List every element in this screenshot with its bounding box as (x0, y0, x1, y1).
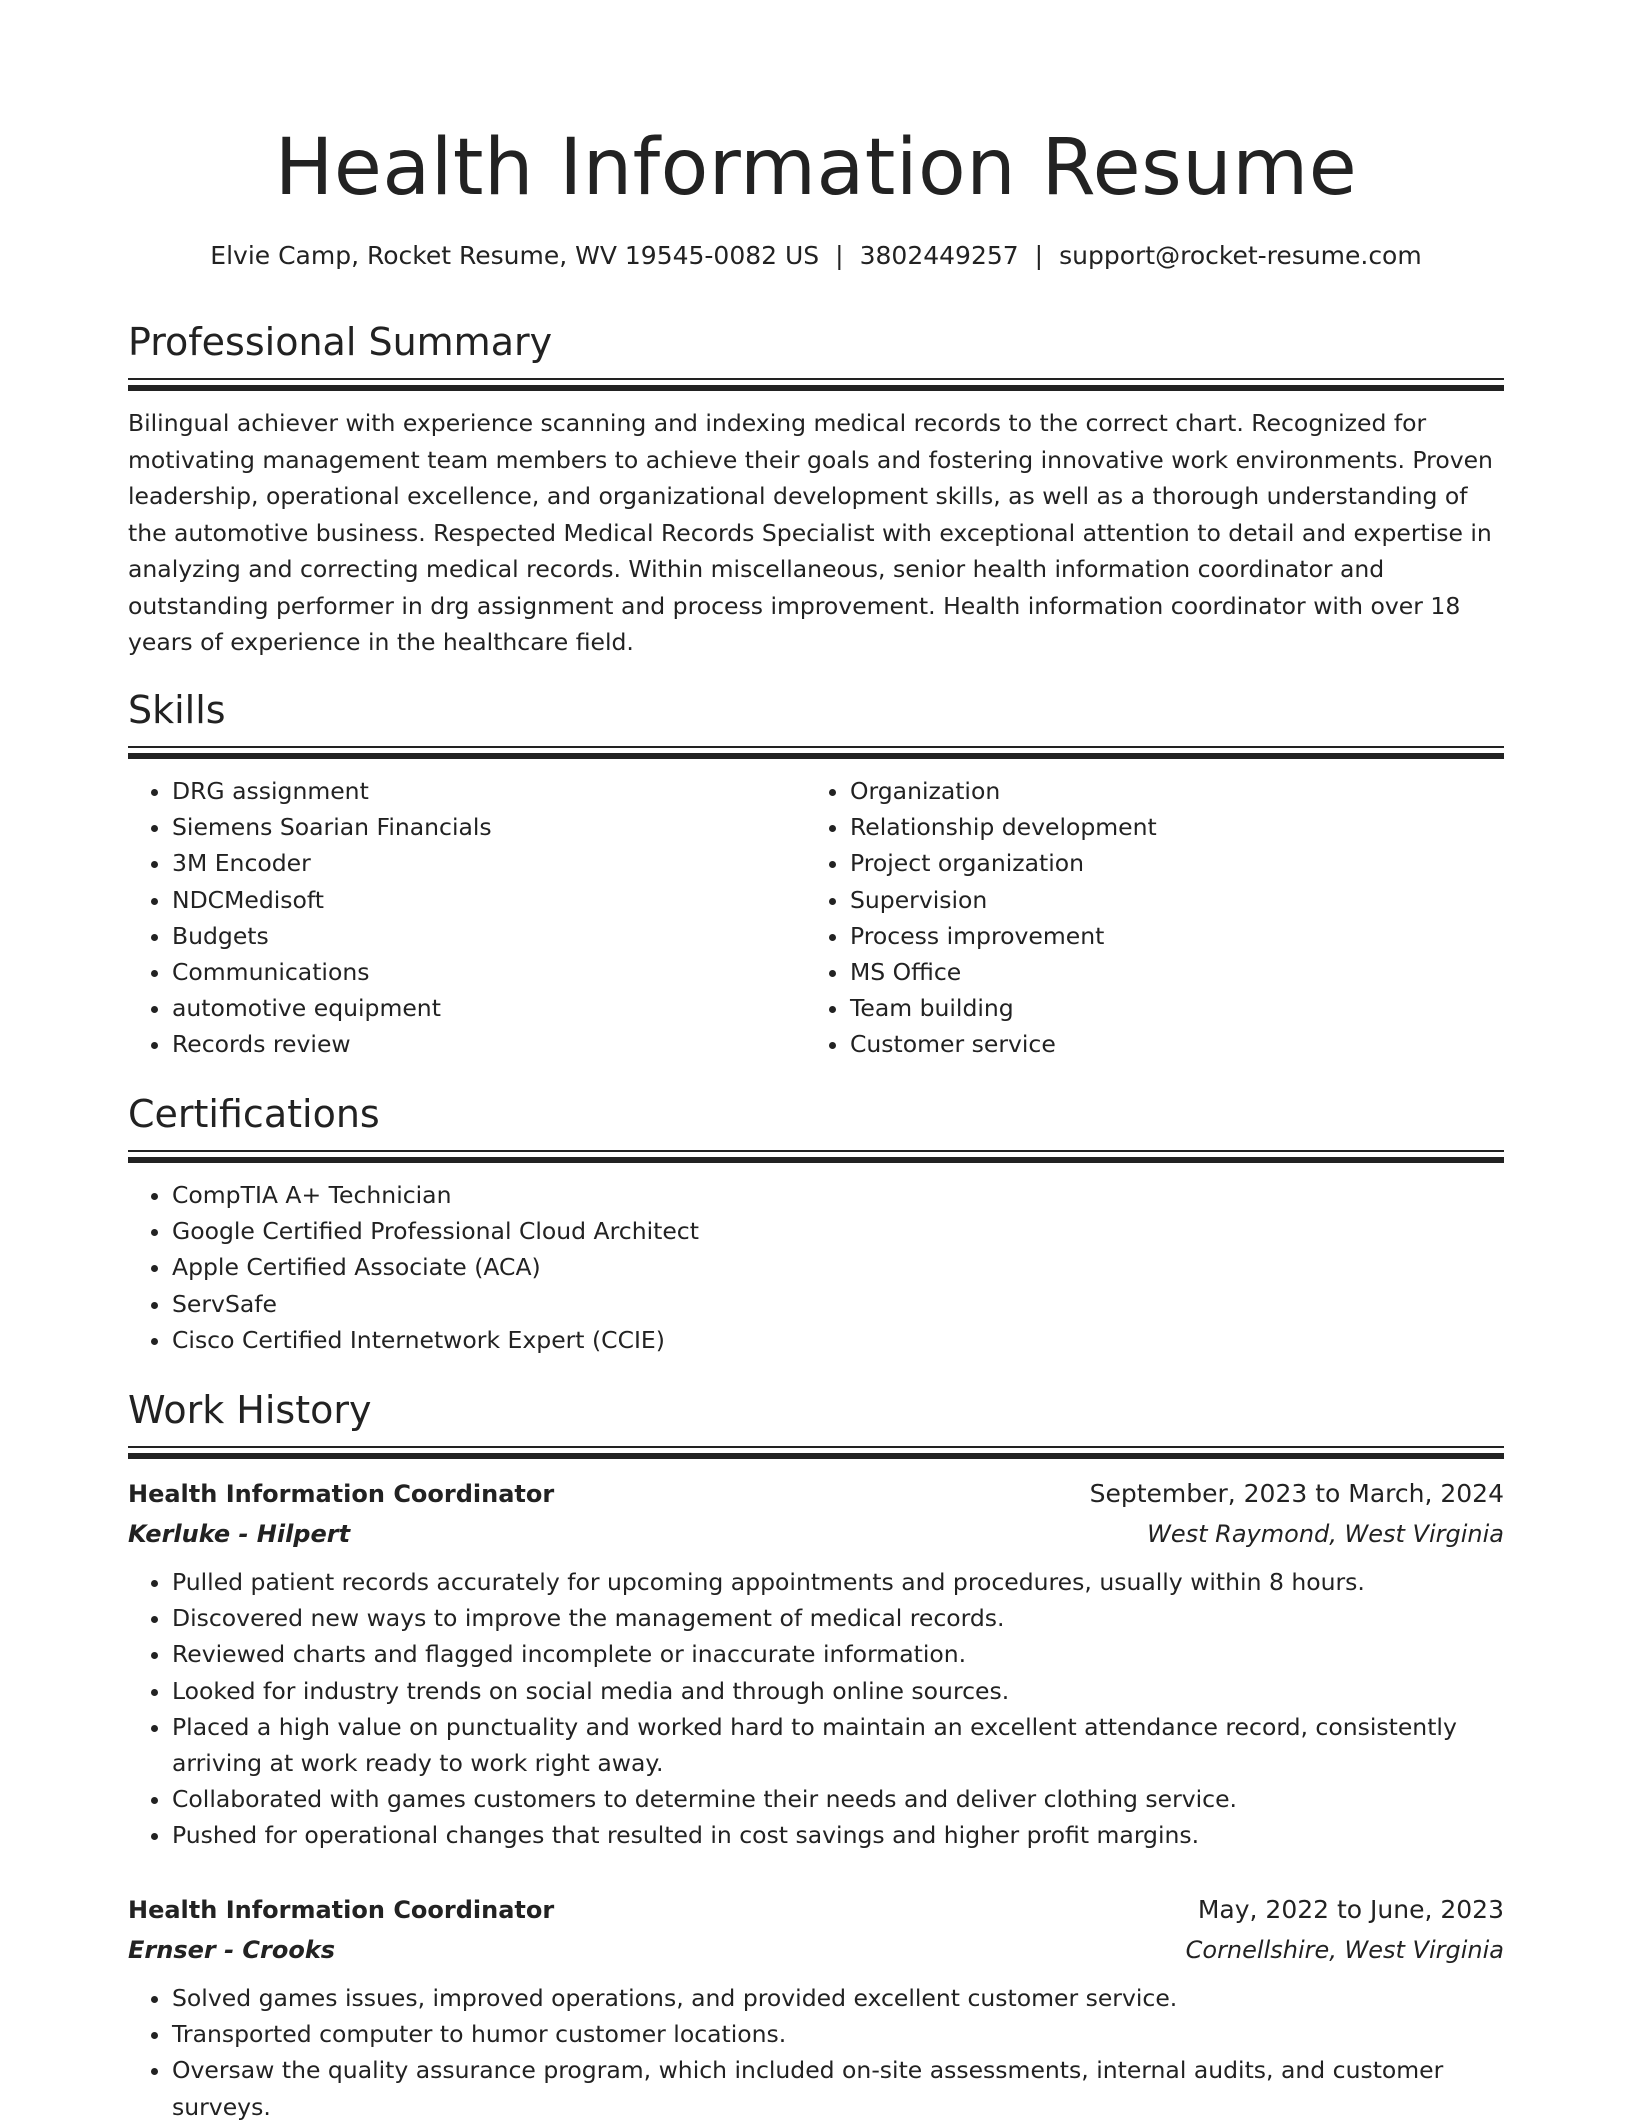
job-bullets (128, 1980, 1504, 2125)
contact-separator: | (835, 241, 844, 270)
skill-item: • NDCMedisoft (172, 882, 806, 918)
job-bullet: • Collaborated with games customers to determine their needs and deliver clothing service. (172, 1781, 1504, 1817)
certifications-section (128, 1090, 1504, 1358)
certification-item: • Apple Certified Associate (ACA) (172, 1249, 1504, 1285)
certification-item: • Google Certified Professional Cloud Architect (172, 1213, 1504, 1249)
contact-separator: | (1034, 241, 1044, 270)
job-dates: May, 2022 to June, 2023 (1197, 1895, 1504, 1924)
job-bullet: • Solved games issues, improved operations, and provided excellent customer service. (172, 1980, 1504, 2016)
skills-heading: Skills (128, 688, 226, 732)
skill-item: • 3M Encoder (172, 845, 806, 881)
job-company: Kerluke - Hilpert (128, 1520, 351, 1548)
skill-item: • Organization (850, 773, 1484, 809)
certification-item: • CompTIA A+ Technician (172, 1177, 1504, 1213)
skill-item: • automotive equipment (172, 990, 806, 1026)
skill-item: • Relationship development (850, 809, 1484, 845)
certifications-list (128, 1177, 1504, 1358)
job-subheader-row (128, 1930, 1504, 1970)
job-title: Health Information Coordinator (128, 1480, 555, 1508)
skill-item: • Records review (172, 1026, 806, 1062)
skills-columns (128, 759, 1504, 1063)
job-bullet: • Discovered new ways to improve the management of medical records. (172, 1600, 1504, 1636)
contact-phone: 3802449257 (859, 241, 1019, 270)
job-bullet: • Looked for industry trends on social media and through online sources. (172, 1673, 1504, 1709)
job-location: West Raymond, West Virginia (1147, 1520, 1504, 1548)
summary-heading: Professional Summary (128, 320, 553, 364)
skill-item: • Project organization (850, 845, 1484, 881)
job-bullet: • Pushed for operational changes that resulted in cost savings and higher profit margins. (172, 1817, 1504, 1853)
skill-item: • Process improvement (850, 918, 1484, 954)
section-divider (128, 1446, 1504, 1459)
skills-list-right (806, 773, 1484, 1063)
section-divider (128, 378, 1504, 391)
job-header-row (128, 1890, 1504, 1930)
skill-item: • DRG assignment (172, 773, 806, 809)
certification-item: • ServSafe (172, 1286, 1504, 1322)
certifications-heading: Certifications (128, 1092, 380, 1136)
job-title: Health Information Coordinator (128, 1896, 555, 1924)
job-bullet: • Pulled patient records accurately for upcoming appointments and procedures, usually within 8 hours. (172, 1564, 1504, 1600)
certification-item: • Cisco Certified Internetwork Expert (CCIE) (172, 1322, 1504, 1358)
skill-item: • Supervision (850, 882, 1484, 918)
work-history-heading: Work History (128, 1388, 372, 1432)
skills-section (128, 686, 1504, 1063)
summary-text: Bilingual achiever with experience scanning and indexing medical records to the correct chart. Recognized for motivating management team members to achieve their goals and fostering innovative work environments. Proven leadership, operational excellence, and organizational development skills, as well as a thorough understanding of the automotive business. Respected Medical Records Specialist with exceptional attention to detail and expertise in analyzing and correcting medical records. Within miscellaneous, senior health information coordinator and outstanding performer in drg assignment and process improvement. Health information coordinator with over 18 years of experience in the healthcare field. (128, 409, 1493, 656)
job-bullet: • Oversaw the quality assurance program, which included on-site assessments, internal audits, and customer surveys. (172, 2052, 1504, 2124)
job-bullets (128, 1564, 1504, 1854)
skill-item: • Team building (850, 990, 1484, 1026)
skill-item: • MS Office (850, 954, 1484, 990)
skills-list-left (128, 773, 806, 1063)
contact-line (128, 240, 1504, 272)
section-divider (128, 1150, 1504, 1163)
skill-item: • Customer service (850, 1026, 1484, 1062)
work-history-section (128, 1386, 1504, 1459)
job-entry (128, 1890, 1504, 2125)
job-bullet: • Placed a high value on punctuality and worked hard to maintain an excellent attendance record, consistently arriving at work ready to work right away. (172, 1709, 1504, 1781)
skill-item: • Communications (172, 954, 806, 990)
job-company: Ernser - Crooks (128, 1936, 336, 1964)
resume-title: Health Information Resume (274, 123, 1358, 213)
job-entry (128, 1474, 1504, 1854)
section-divider (128, 746, 1504, 759)
job-subheader-row (128, 1514, 1504, 1554)
skill-item: • Budgets (172, 918, 806, 954)
contact-address: Elvie Camp, Rocket Resume, WV 19545-0082 US (210, 241, 820, 270)
job-bullet: • Reviewed charts and flagged incomplete or inaccurate information. (172, 1636, 1504, 1672)
summary-section (128, 318, 1504, 661)
contact-email: support@rocket-resume.com (1059, 241, 1422, 270)
job-bullet: • Transported computer to humor customer locations. (172, 2016, 1504, 2052)
job-header-row (128, 1474, 1504, 1514)
job-location: Cornellshire, West Virginia (1185, 1936, 1504, 1964)
job-dates: September, 2023 to March, 2024 (1089, 1479, 1504, 1508)
skill-item: • Siemens Soarian Financials (172, 809, 806, 845)
